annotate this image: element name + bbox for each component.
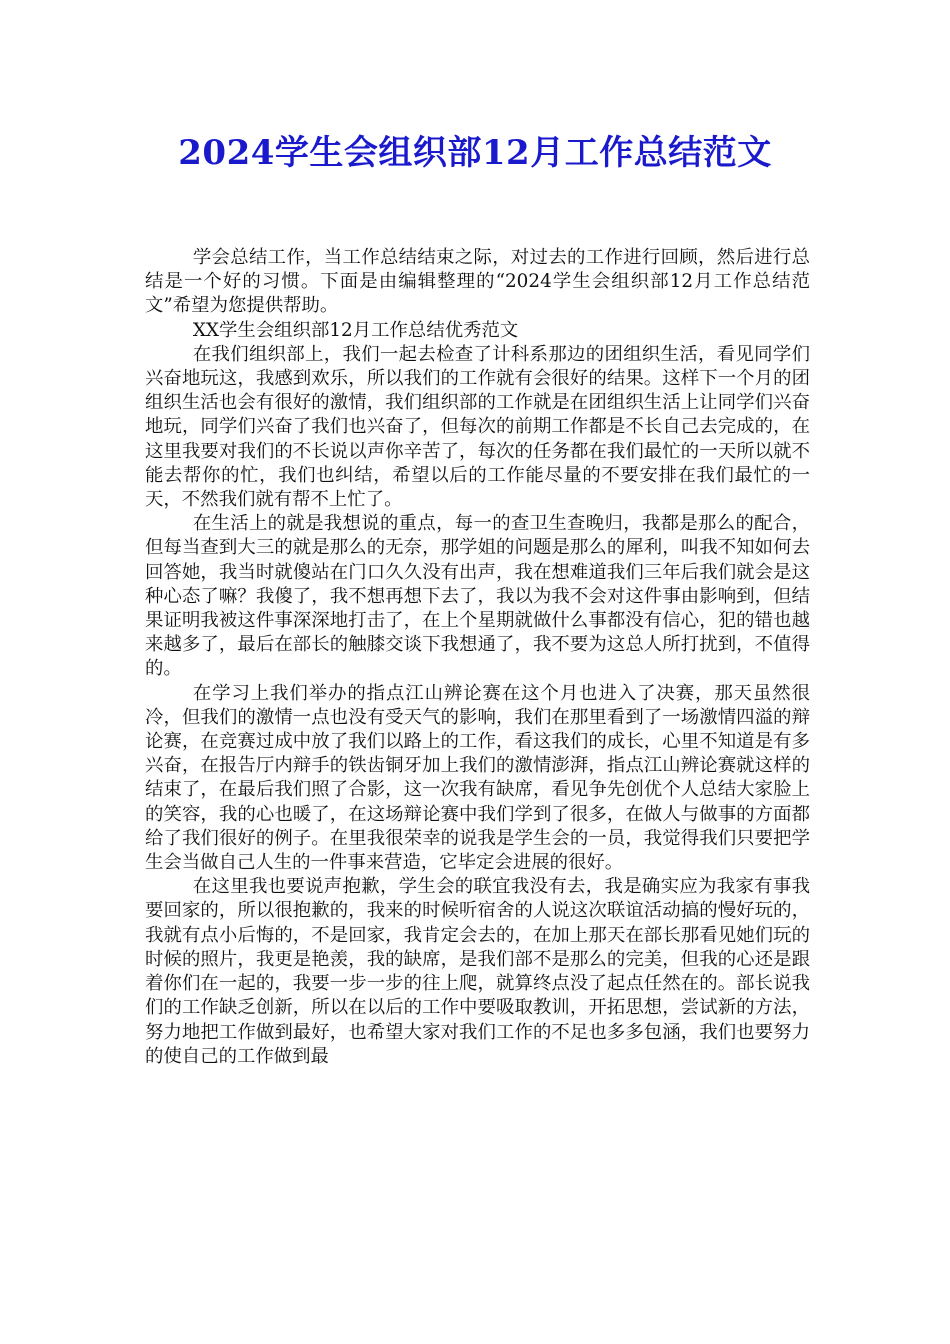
document-title: 2024学生会组织部12月工作总结范文 (178, 133, 772, 173)
body-paragraph-study: 在学习上我们举办的指点江山辨论赛在这个月也进入了决赛，那天虽然很冷，但我们的激情一点也没有受天气的影响，我们在那里看到了一场激情四溢的辩论赛，在竞赛过成中放了我们以路上的工作，看这我们的成长，心里不知道是有多兴奋，在报告厅内辩手的铁齿铜牙加上我们的激情澎湃，指点江山辨论赛就这样的结束了，在最后我们照了合影，这一次我有缺席，看见争先创优个人总结大家脸上的笑容，我的心也暖了，在这场辩论赛中我们学到了很多，在做人与做事的方面都给了我们很好的例子。在里我很荣幸的说我是学生会的一员，我觉得我们只要把学生会当做自己人生的一件事来营造，它毕定会进展的很好。 (145, 682, 810, 874)
body-paragraph-apology: 在这里我也要说声抱歉，学生会的联宜我没有去，我是确实应为我家有事我要回家的，所以很抱歉的，我来的时候听宿舍的人说这次联谊活动搞的慢好玩的，我就有点小后悔的，不是回家，我肯定会去的，在加上那天在部长那看见她们玩的时候的照片，我更是艳羡，我的缺席，是我们部不是那么的完美，但我的心还是跟着你们在一起的，我要一步一步的往上爬，就算终点没了起点任然在的。部长说我们的工作缺乏创新，所以在以后的工作中要吸取教训，开拓思想，尝试新的方法，努力地把工作做到最好，也希望大家对我们工作的不足也多多包涵，我们也要努力的使自己的工作做到最 (145, 876, 810, 1067)
document-body (145, 246, 810, 1069)
section-subtitle: XX学生会组织部12月工作总结优秀范文 (192, 319, 519, 341)
body-paragraph-organization: 在我们组织部上，我们一起去检查了计科系那边的团组织生活，看见同学们兴奋地玩这，我感到欢乐，所以我们的工作就有会很好的结果。这样下一个月的团组织生活也会有很好的激情，我们组织部的工作就是在团组织生活上让同学们兴奋地玩，同学们兴奋了我们也兴奋了，但每次的前期工作都是不长自己去完成的，在这里我要对我们的不长说以声你辛苦了，每次的任务都在我们最忙的一天所以就不能去帮你的忙，我们也纠结，希望以后的工作能尽量的不要安排在我们最忙的一天，不然我们就有帮不上忙了。 (145, 343, 810, 511)
body-paragraph-life: 在生活上的就是我想说的重点，每一的查卫生查晚归，我都是那么的配合，但每当查到大三的就是那么的无奈，那学姐的问题是那么的犀利，叫我不知如何去回答她，我当时就傻站在门口久久没有出声，我在想难道我们三年后我们就会是这种心态了嘛？我傻了，我不想再想下去了，我以为我不会对这件事由影响到，但结果证明我被这件事深深地打击了，在上个星期就做什么事都没有信心，犯的错也越来越多了，最后在部长的触膝交谈下我想通了，我不要为这总人所打扰到，不值得的。 (145, 513, 810, 680)
intro-paragraph: 学会总结工作，当工作总结结束之际，对过去的工作进行回顾，然后进行总结是一个好的习惯。下面是由编辑整理的“2024学生会组织部12月工作总结范文”希望为您提供帮助。 (145, 247, 810, 317)
